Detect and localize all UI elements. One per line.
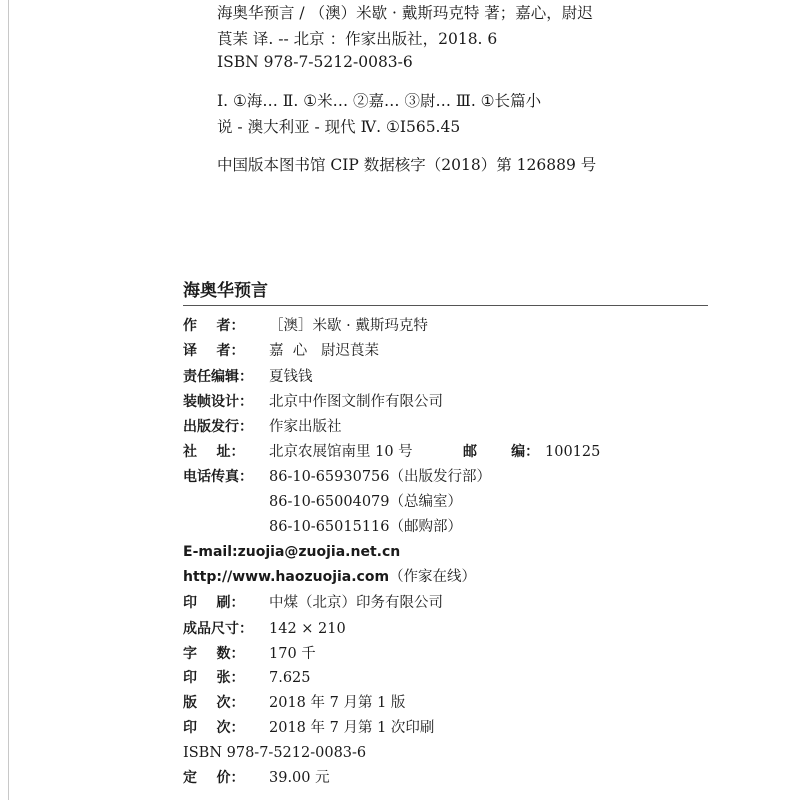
phone-line-3: 86-10-65015116（邮购部） xyxy=(269,519,463,535)
author-value: ［澳］米歇 · 戴斯玛克特 xyxy=(269,318,428,334)
address-value: 北京农展馆南里 10 号 xyxy=(269,444,413,460)
translator-label: 译 者： xyxy=(183,343,245,359)
postcode-label: 邮 编： xyxy=(463,444,540,460)
phone-line-2: 86-10-65004079（总编室） xyxy=(269,494,463,510)
translator-value: 嘉 心 尉迟莨苿 xyxy=(269,343,380,359)
word-count-label: 字 数： xyxy=(183,646,245,662)
postcode-value: 100125 xyxy=(545,444,601,460)
publisher-label: 出版发行： xyxy=(183,419,253,435)
author-label: 作 者： xyxy=(183,318,245,334)
cip-classification-1: Ⅰ. ①海… Ⅱ. ①米… ②嘉… ③尉… Ⅲ. ①长篇小 xyxy=(217,92,542,110)
word-count-value: 170 千 xyxy=(269,646,316,662)
colophon-isbn: ISBN 978-7-5212-0083-6 xyxy=(183,745,367,761)
designer-value: 北京中作图文制作有限公司 xyxy=(269,394,443,410)
email-label: E-mail: xyxy=(183,544,238,560)
printer-value: 中煤（北京）印务有限公司 xyxy=(269,595,443,611)
designer-label: 装帧设计： xyxy=(183,394,253,410)
website-note: （作家在线） xyxy=(389,569,477,585)
sheets-label: 印 张： xyxy=(183,670,245,686)
phone-label: 电话传真： xyxy=(183,469,253,485)
size-label: 成品尺寸： xyxy=(183,621,253,637)
cip-isbn: ISBN 978-7-5212-0083-6 xyxy=(217,53,413,71)
printer-label: 印 刷： xyxy=(183,595,245,611)
printing-value: 2018 年 7 月第 1 次印刷 xyxy=(269,720,435,736)
cip-classification-2: 说 - 澳大利亚 - 现代 Ⅳ. ①I565.45 xyxy=(217,118,461,136)
email-value[interactable]: zuojia@zuojia.net.cn xyxy=(237,544,401,560)
cip-line-publisher: 莨苿 译. -- 北京 ：作家出版社，2018. 6 xyxy=(217,30,498,48)
cip-data-number: 中国版本图书馆 CIP 数据核字（2018）第 126889 号 xyxy=(217,156,597,174)
website-link[interactable]: http://www.haozuojia.com xyxy=(183,569,390,585)
book-title: 海奥华预言 xyxy=(183,281,268,301)
editor-value: 夏钱钱 xyxy=(269,369,313,385)
title-divider xyxy=(183,305,708,306)
page-edge-rule xyxy=(8,0,9,800)
address-label: 社 址： xyxy=(183,444,245,460)
publisher-value: 作家出版社 xyxy=(269,419,342,435)
editor-label: 责任编辑： xyxy=(183,369,253,385)
price-label: 定 价： xyxy=(183,770,245,786)
phone-line-1: 86-10-65930756（出版发行部） xyxy=(269,469,492,485)
printing-label: 印 次： xyxy=(183,720,245,736)
edition-label: 版 次： xyxy=(183,695,245,711)
cip-line-title: 海奥华预言 / （澳）米歇 · 戴斯玛克特 著；嘉心，尉迟 xyxy=(217,4,593,22)
price-value: 39.00 元 xyxy=(269,770,330,786)
sheets-value: 7.625 xyxy=(269,670,311,686)
size-value: 142 × 210 xyxy=(269,621,346,637)
edition-value: 2018 年 7 月第 1 版 xyxy=(269,695,406,711)
